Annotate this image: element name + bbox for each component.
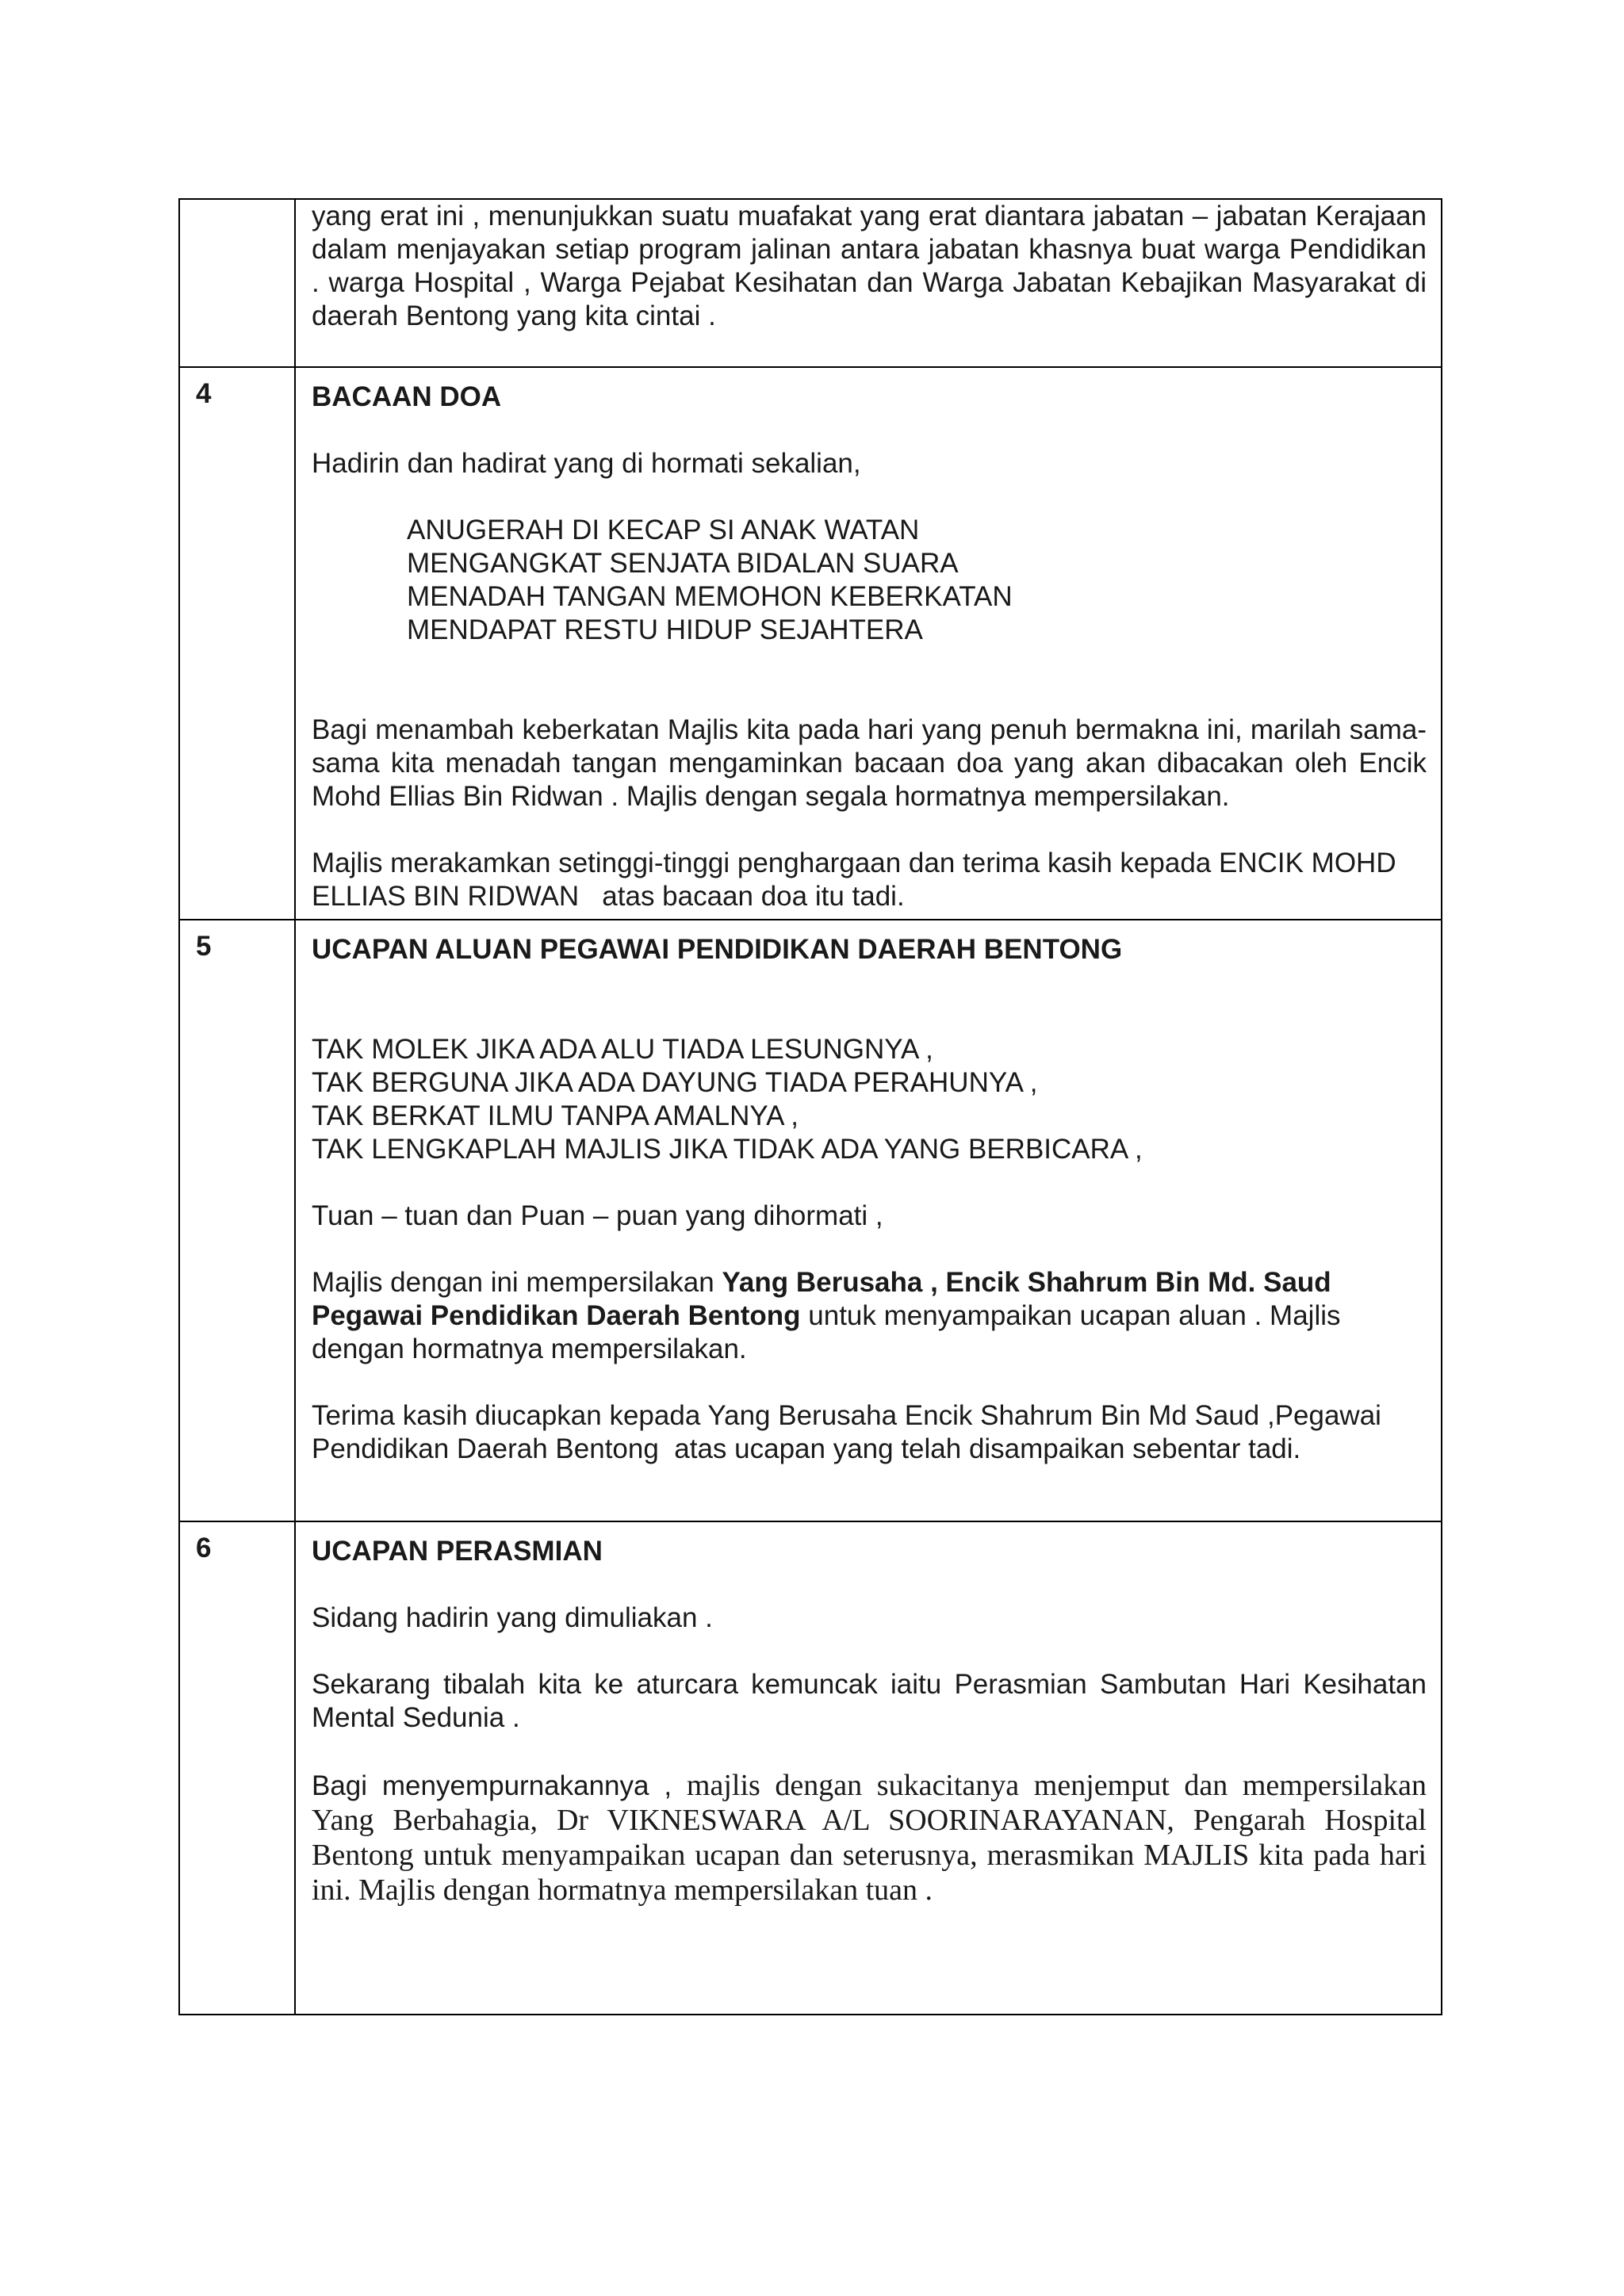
content-cell: [295, 1521, 1442, 2015]
number-cell: [179, 367, 295, 920]
doa-paragraph: Bagi menambah keberkatan Majlis kita pada hari yang penuh bermakna ini, marilah sama-sama kita menadah tangan mengaminkan bacaan doa yang akan dibacakan oleh Encik Mohd Ellias Bin Ridwan . Majlis dengan segala hormatnya mempersilakan.: [312, 714, 1427, 812]
section-heading: UCAPAN PERASMIAN: [312, 1536, 603, 1567]
section-heading: BACAAN DOA: [312, 381, 502, 412]
content-cell: [295, 367, 1442, 920]
thanks-paragraph: Majlis merakamkan setinggi-tinggi penghargaan dan terima kasih kepada ENCIK MOHD ELLIAS BIN RIDWAN atas bacaan doa itu tadi.: [312, 848, 1404, 912]
invite-paragraph: [312, 1768, 1427, 1908]
table-row-ucapan-aluan: [179, 920, 1442, 1521]
verse-line: ANUGERAH DI KECAP SI ANAK WATAN: [407, 515, 920, 545]
verse-line: MENDAPAT RESTU HIDUP SEJAHTERA: [407, 614, 923, 645]
verse-line: TAK LENGKAPLAH MAJLIS JIKA TIDAK ADA YANG BERBICARA ,: [312, 1134, 1143, 1165]
content-cell: [295, 199, 1442, 367]
invite-text: Bagi menyempurnakannya ,: [312, 1770, 687, 1801]
invite-text-serif: majlis dengan sukacitanya menjemput dan mempersilakan Yang Berbahagia, Dr VIKNESWARA A/L SOORINARAYANAN, Pengarah Hospital Bentong untuk menyampaikan ucapan dan seterusnya, merasmikan MAJLIS kita pada hari ini. Majlis dengan hormatnya mempersilakan tuan .: [312, 1769, 1427, 1907]
thanks-paragraph: Terima kasih diucapkan kepada Yang Berusaha Encik Shahrum Bin Md Saud ,Pegawai Pendidikan Daerah Bentong atas ucapan yang telah disampaikan sebentar tadi.: [312, 1400, 1389, 1464]
announcement-paragraph: Sekarang tibalah kita ke aturcara kemuncak iaitu Perasmian Sambutan Hari Kesihatan Mental Sedunia .: [312, 1669, 1427, 1733]
pantun-verse: [312, 1033, 1427, 1166]
greeting-text: Hadirin dan hadirat yang di hormati sekalian,: [312, 448, 861, 479]
greeting-text: Tuan – tuan dan Puan – puan yang dihormati ,: [312, 1200, 883, 1231]
greeting-text: Sidang hadirin yang dimuliakan .: [312, 1602, 713, 1633]
number-cell: [179, 1521, 295, 2015]
continuation-paragraph: yang erat ini , menunjukkan suatu muafakat yang erat diantara jabatan – jabatan Kerajaan dalam menjayakan setiap program jalinan antara jabatan khasnya buat warga Pendidikan . warga Hospital , Warga Pejabat Kesihatan dan Warga Jabatan Kebajikan Masyarakat di daerah Bentong yang kita cintai .: [312, 201, 1427, 331]
invite-text: Majlis dengan ini mempersilakan: [312, 1267, 722, 1298]
table-row-ucapan-perasmian: [179, 1521, 1442, 2015]
invite-text: untuk menyampaikan ucapan aluan . Majlis dengan hormatnya mempersilakan.: [312, 1300, 1341, 1364]
item-number: 6: [196, 1533, 212, 1563]
program-table: [178, 198, 1442, 2015]
item-number: 5: [196, 931, 212, 962]
table-row-continuation: [179, 199, 1442, 367]
guest-name: Yang Berusaha , Encik Shahrum Bin Md. Saud Pegawai Pendidikan Daerah Bentong: [312, 1267, 1331, 1331]
section-heading: UCAPAN ALUAN PEGAWAI PENDIDIKAN DAERAH BENTONG: [312, 934, 1123, 965]
pantun-verse: [312, 514, 1427, 647]
number-cell: [179, 920, 295, 1521]
verse-line: MENADAH TANGAN MEMOHON KEBERKATAN: [407, 581, 1013, 612]
item-number: 4: [196, 378, 212, 409]
invite-paragraph: [312, 1266, 1427, 1366]
verse-line: TAK BERKAT ILMU TANPA AMALNYA ,: [312, 1100, 799, 1131]
number-cell: [179, 199, 295, 367]
content-cell: [295, 920, 1442, 1521]
table-row-bacaan-doa: [179, 367, 1442, 920]
verse-line: MENGANGKAT SENJATA BIDALAN SUARA: [407, 548, 959, 579]
verse-line: TAK MOLEK JIKA ADA ALU TIADA LESUNGNYA ,: [312, 1034, 933, 1065]
verse-line: TAK BERGUNA JIKA ADA DAYUNG TIADA PERAHUNYA ,: [312, 1067, 1038, 1098]
